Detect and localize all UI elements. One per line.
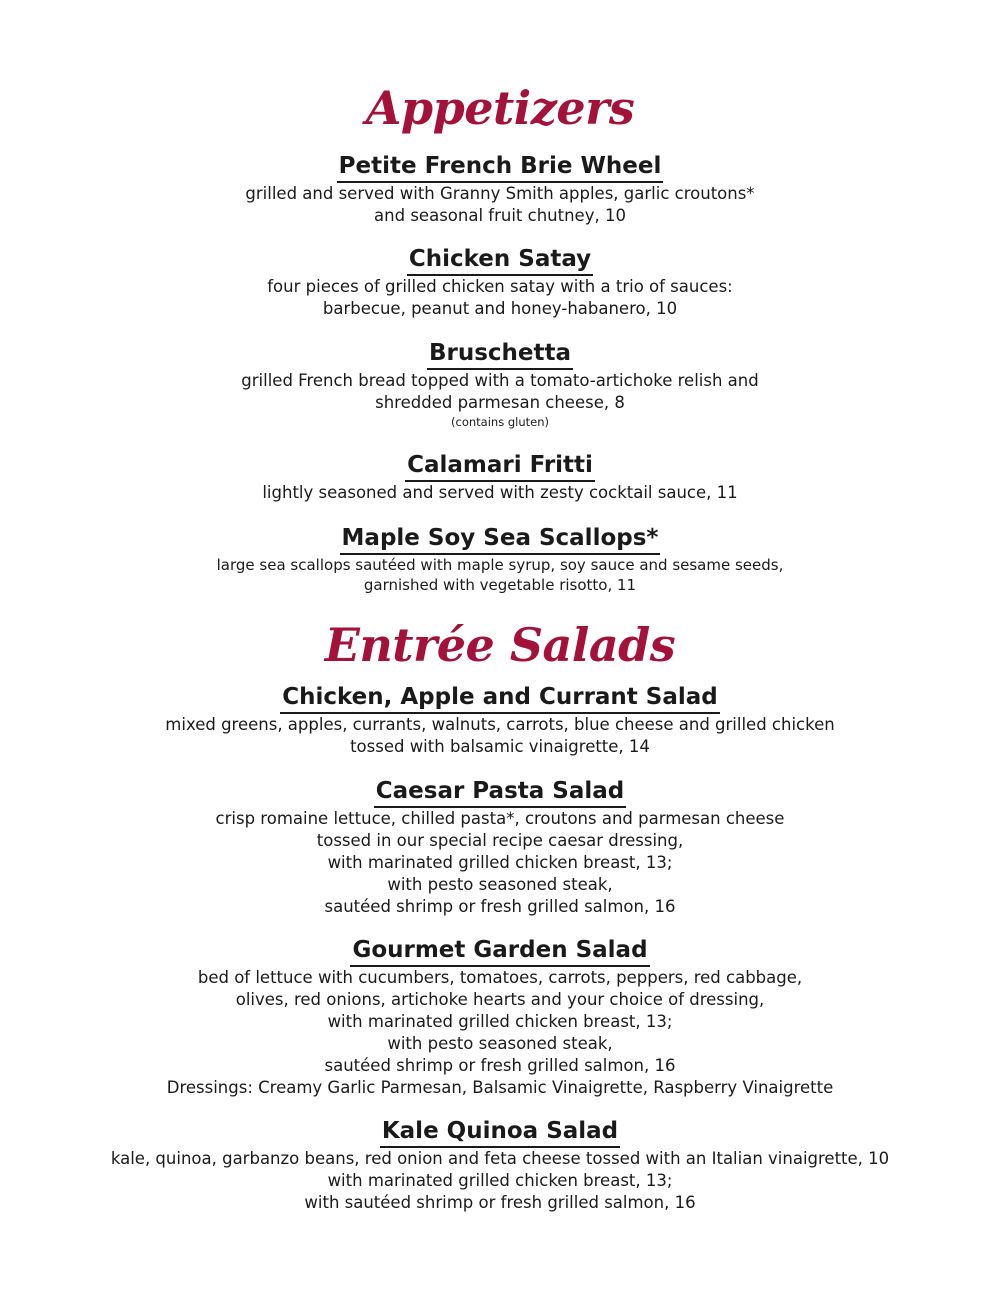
menu-item-bruschetta bbox=[0, 339, 1000, 430]
menu-item-chicken-apple-currant-salad bbox=[0, 683, 1000, 758]
item-description-line: with marinated grilled chicken breast, 13; bbox=[327, 1012, 673, 1031]
item-name: Chicken, Apple and Currant Salad bbox=[280, 683, 720, 714]
item-description-line: sautéed shrimp or fresh grilled salmon, 16 bbox=[324, 1056, 676, 1075]
item-description-line: with marinated grilled chicken breast, 13; bbox=[327, 853, 673, 872]
item-description-line: lightly seasoned and served with zesty cocktail sauce, 11 bbox=[262, 483, 738, 502]
item-description-line: barbecue, peanut and honey-habanero, 10 bbox=[322, 299, 678, 318]
menu-item-calamari-fritti bbox=[0, 451, 1000, 504]
item-description-line: with marinated grilled chicken breast, 13; bbox=[327, 1171, 673, 1190]
item-name: Caesar Pasta Salad bbox=[374, 777, 627, 808]
menu-item-chicken-satay bbox=[0, 245, 1000, 320]
item-name: Gourmet Garden Salad bbox=[350, 936, 649, 967]
item-name: Calamari Fritti bbox=[405, 451, 595, 482]
section-title-entree-salads: Entrée Salads bbox=[324, 618, 676, 672]
item-description-line: sautéed shrimp or fresh grilled salmon, 16 bbox=[324, 897, 676, 916]
item-name: Maple Soy Sea Scallops* bbox=[340, 524, 661, 555]
item-description-line: shredded parmesan cheese, 8 bbox=[375, 393, 625, 412]
item-description-line: with pesto seasoned steak, bbox=[387, 1034, 613, 1053]
dressings-line: Dressings: Creamy Garlic Parmesan, Balsamic Vinaigrette, Raspberry Vinaigrette bbox=[166, 1078, 834, 1097]
menu-item-petite-french-brie-wheel bbox=[0, 152, 1000, 227]
menu-item-kale-quinoa-salad bbox=[0, 1117, 1000, 1214]
item-description-line: grilled French bread topped with a tomato-artichoke relish and bbox=[241, 371, 759, 390]
menu-item-maple-soy-sea-scallops bbox=[0, 524, 1000, 595]
item-description-line: kale, quinoa, garbanzo beans, red onion and feta cheese tossed with an Italian vinaigrette, 10 bbox=[110, 1149, 890, 1168]
item-description-line: garnished with vegetable risotto, 11 bbox=[363, 576, 637, 594]
item-description-line: with sautéed shrimp or fresh grilled salmon, 16 bbox=[304, 1193, 696, 1212]
item-description-line: tossed in our special recipe caesar dressing, bbox=[316, 831, 684, 850]
item-description-line: grilled and served with Granny Smith apples, garlic croutons* bbox=[245, 184, 755, 203]
item-name: Chicken Satay bbox=[407, 245, 593, 276]
item-name: Bruschetta bbox=[427, 339, 573, 370]
menu-item-caesar-pasta-salad bbox=[0, 777, 1000, 918]
item-description-line: olives, red onions, artichoke hearts and your choice of dressing, bbox=[235, 990, 765, 1009]
item-description-line: bed of lettuce with cucumbers, tomatoes, carrots, peppers, red cabbage, bbox=[197, 968, 803, 987]
menu-item-gourmet-garden-salad bbox=[0, 936, 1000, 1099]
item-description-line: tossed with balsamic vinaigrette, 14 bbox=[350, 737, 650, 756]
item-note: (contains gluten) bbox=[451, 415, 549, 429]
item-description-line: with pesto seasoned steak, bbox=[387, 875, 613, 894]
item-description-line: crisp romaine lettuce, chilled pasta*, croutons and parmesan cheese bbox=[215, 809, 785, 828]
item-name: Petite French Brie Wheel bbox=[337, 152, 664, 183]
item-description-line: mixed greens, apples, currants, walnuts, carrots, blue cheese and grilled chicken bbox=[165, 715, 835, 734]
item-description-line: large sea scallops sautéed with maple syrup, soy sauce and sesame seeds, bbox=[216, 556, 784, 574]
item-name: Kale Quinoa Salad bbox=[380, 1117, 620, 1148]
section-title-appetizers: Appetizers bbox=[365, 81, 635, 135]
item-description-line: and seasonal fruit chutney, 10 bbox=[374, 206, 626, 225]
item-description-line: four pieces of grilled chicken satay with a trio of sauces: bbox=[267, 277, 733, 296]
